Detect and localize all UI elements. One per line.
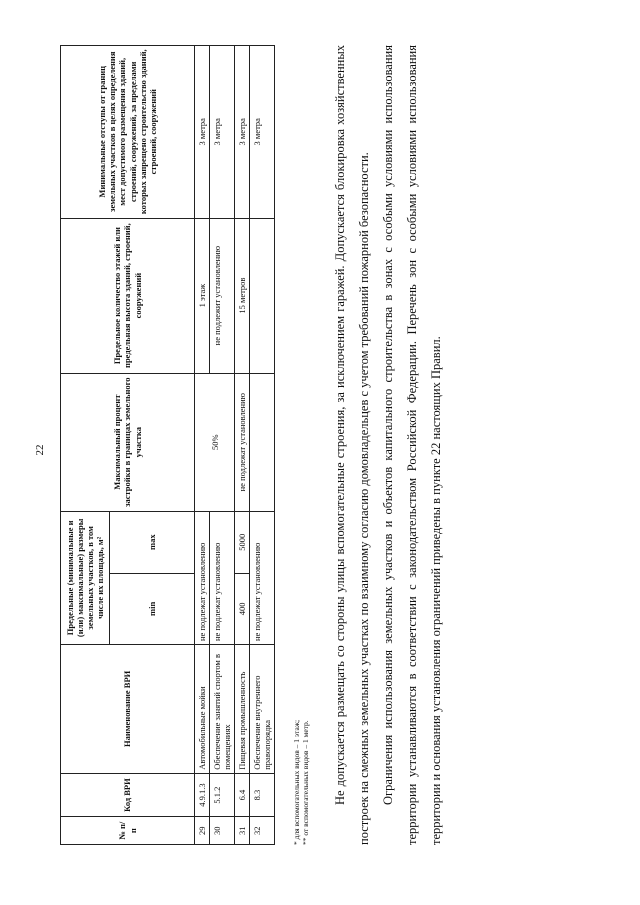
cell-sizes: не подлежат установлению <box>195 511 210 644</box>
cell-num: 30 <box>210 817 235 845</box>
footnote-2: ** от вспомогательных видов – 1 метр. <box>301 720 311 845</box>
table-row <box>195 46 210 845</box>
cell-floors: 15 метров <box>235 218 250 373</box>
cell-percent-shared: 50% <box>195 373 235 511</box>
cell-code: 5.1.2 <box>210 773 235 817</box>
cell-floors: не подлежит установлению <box>210 218 235 373</box>
cell-min: 400 <box>235 573 250 644</box>
cell-name: Пищевая промышленность <box>235 645 250 774</box>
header-setback: Минимальные отступы от границ земельных участков в целях определения мест допустимого размещения зданий, строений, сооружений, за пределами которых запрещено строительство зданий, строений, сооружений <box>61 46 195 219</box>
header-code: Код ВРИ <box>61 773 195 817</box>
cell-floors-empty <box>250 218 275 373</box>
table-row <box>235 46 250 845</box>
page-number: 22 <box>34 444 46 456</box>
header-floors: Предельное количество этажей или предельная высота зданий, строений, сооружений <box>61 218 195 373</box>
cell-num: 31 <box>235 817 250 845</box>
cell-num: 32 <box>250 817 275 845</box>
paragraph-2: Ограничения использования земельных участков и объектов капитального строительства в зонах с особыми условиями использования территории устанавливаются в соответствии с законодательством Российской Федерации. Перечень зон с особыми условиями использования территории и основания установления ограничений приведены в пункте 22 настоящих Правил. <box>381 45 443 845</box>
body-text <box>328 45 448 845</box>
cell-max: 5000 <box>235 511 250 573</box>
footnote-1: * для вспомогательных видов – 1 этаж; <box>292 719 301 845</box>
cell-percent: не подлежат установлению <box>235 373 250 511</box>
cell-name: Обеспечение занятий спортом в помещениях <box>210 645 235 774</box>
paragraph-1: Не допускается размещать со стороны улицы вспомогательные строения, за исключением гаражей. Допускается блокировка хозяйственных построек на смежных земельных участках по взаимному согласию домовладельцев с учетом требований пожарной безопасности. <box>333 45 371 845</box>
footnotes <box>292 720 311 845</box>
cell-setback: 3 метра <box>210 46 235 219</box>
cell-sizes: не подлежат установлению <box>250 511 275 644</box>
cell-name: Автомобильные мойки <box>195 645 210 774</box>
header-max: max <box>110 511 195 573</box>
header-min: min <box>110 573 195 644</box>
cell-setback: 3 метра <box>235 46 250 219</box>
header-percent: Максимальный процент застройки в границах земельного участка <box>61 373 195 511</box>
table-row <box>250 46 275 845</box>
cell-num: 29 <box>195 817 210 845</box>
cell-percent-empty <box>250 373 275 511</box>
cell-floors: 1 этаж <box>195 218 210 373</box>
cell-code: 6.4 <box>235 773 250 817</box>
header-sizes: Предельные (минимальные и (или) максимальные) размеры земельных участков, в том числе их площадь, м² <box>61 511 110 644</box>
header-num: № п/п <box>61 817 195 845</box>
cell-code: 8.3 <box>250 773 275 817</box>
cell-sizes: не подлежат установлению <box>210 511 235 644</box>
cell-name: Обеспечение внутреннего правопорядка <box>250 645 275 774</box>
header-name: Наименование ВРИ <box>61 645 195 774</box>
cell-setback: 3 метра <box>195 46 210 219</box>
vri-table <box>60 45 275 845</box>
cell-code: 4.9.1.3 <box>195 773 210 817</box>
cell-setback: 3 метра <box>250 46 275 219</box>
